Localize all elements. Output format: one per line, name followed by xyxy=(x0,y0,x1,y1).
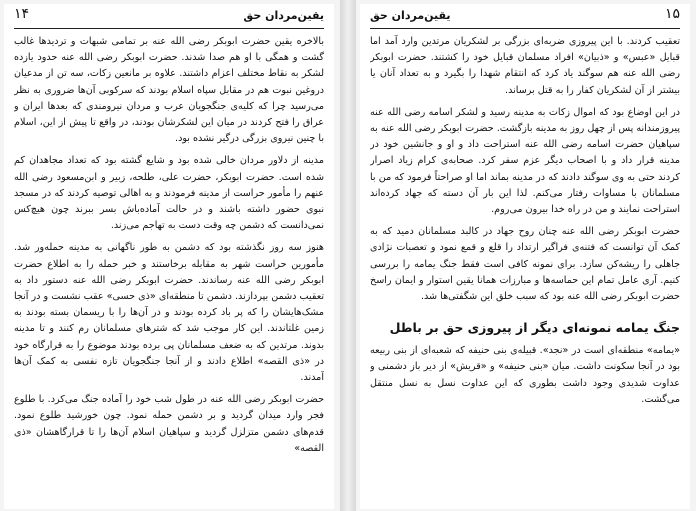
paragraph: در این اوضاع بود که اموال زکات به مدینه رسید و لشکر اسامه رضی الله عنه پیروزمندانه پس از چهل روز به مدینه بازگشت. حضرت ابوبکر رضی الله عنه به سپاهیان حضرت اسامه رضی الله عنه استراحت داد و او و جانشین خود در مدینه قرار داد و با اصحاب دیگر عزم سفر کرد. صحابه‌ی کرام زیاد اصرار کردند حتی به وی سوگند دادند که در مدینه بماند اما او صراحتاً فرمود که من با مسلمانان با مساوات رفتار می‌کنم. لذا این بار آن دسته که جهاد کرده‌اند استراحت نمایند و من در راه خدا بیرون می‌روم. xyxy=(370,106,680,216)
paragraph: «یمامه» منطقه‌ای است در «نجد». قبیله‌ی بنی حنیفه که شعبه‌ای از بنی ربیعه بود در آنجا سکونت داشت. میان «بنی حنیفه» و «قریش» از دیر باز دشمنی و عداوت شدیدی وجود داشت بطوری که این عداوت نسل به نسل منتقل می‌گشت. xyxy=(370,345,680,405)
running-title: یقین‌مردان حق xyxy=(370,9,451,22)
page-number: ۱۴ xyxy=(14,6,30,22)
page-header xyxy=(370,4,680,29)
right-page xyxy=(360,4,690,509)
paragraph: بالاخره یقین حضرت ابوبکر رضی الله عنه بر تمامی شبهات و تردیدها غالب گشت و همگی با او هم صدا شدند. حضرت ابوبکر رضی الله عنه حدود یازده لشکر به نقاط مختلف اعزام داشتند. علاوه بر مانعین زکات، سه تن از مدعیان دروغین نبوت هم در مقابل سپاه اسلام بودند که سرکوبی آن‌ها ضروری به نظر می‌رسید چرا که کلیه‌ی جنگجویان عرب و مردان نیرومندی که بعدها ایران و عراق را فتح کردند در میان این لشکرشان بودند، در واقع تا پیش از این، اسلام با چنین نیروی بزرگی درگیر نشده بود. xyxy=(14,36,324,145)
paragraph: هنوز سه روز نگذشته بود که دشمن به طور ناگهانی به مدینه حمله‌ور شد. مأمورین حراست شهر به مقابله برخاستند و خبر حمله را به اطلاع حضرت ابوبکر رضی الله عنه رساندند. حضرت ابوبکر رضی الله عنه دستور داد به تعقیب دشمن بپردازند. دشمن تا منطقه‌ای «ذی حسی» عقب نشست و در آنجا مشک‌هایشان را که پر باد کرده بودند و در آن‌ها را با ریسمان بسته بودند به زمین غلتاندند. این کار موجب شد که شترهای مسلمانان رم کنند و تا مدینه بدوند. مرتدین که به ضعف مسلمانان پی برده بودند موضوع را به قرارگاه خود در «ذی القصه» اطلاع دادند و از آنجا جنگجویان تازه نفسی به کمک آن‌ها آمدند. xyxy=(14,242,324,384)
section-heading: جنگ یمامه نمونه‌ای دیگر از پیروزی حق بر باطل xyxy=(389,320,680,336)
paragraph: حضرت ابوبکر رضی الله عنه چنان روح جهاد در کالبد مسلمانان دمید که به کمک آن توانست که فتنه‌ی فراگیر ارتداد را قلع و قمع نمود و تعصبات نژادی جاهلی را ریشه‌کن سازد. برای نمونه کافی است فقط جنگ یمامه را بررسی کنیم. آری عامل تمام این حماسه‌ها و مبارزات همانا یقین استوار و ایمان راسخ حضرت ابوبکر رضی الله عنه بود که سبب خلق این شگفتی‌ها شد. xyxy=(370,226,680,303)
paragraph: تعقیب کردند. با این پیروزی ضربه‌ای بزرگی بر لشکریان مرتدین وارد آمد اما قبایل «عبس» و «ذبیان» افراد مسلمان قبایل خود را کشتند. حضرت ابوبکر رضی الله عنه هم سوگند یاد کرد که انتقام شهدا را بگیرد و به تعداد آنان یا بیشتر از آن لشکریان کفار را به قتل برساند. xyxy=(370,36,680,96)
page-header xyxy=(14,4,324,29)
page-body xyxy=(14,34,324,505)
left-page xyxy=(4,4,334,509)
page-body xyxy=(370,34,680,505)
page-number: ۱۵ xyxy=(664,6,680,22)
paragraph: مدینه از دلاور مردان خالی شده بود و شایع گشته بود که تعداد مجاهدان کم شده است. حضرت ابوبکر، حضرت علی، طلحه، زبیر و ابن‌مسعود رضی الله عنهم را مأمور حراست از مدینه فرمودند و به اهالی توصیه کردند که در مسجد نبوی حضور داشته باشند و در حالت آماده‌باش بسر ببرند چون هیچ‌کس نمی‌دانست که دشمن چه وقت دست به تهاجم می‌زند. xyxy=(14,155,324,232)
book-gutter xyxy=(340,0,356,511)
running-title: یقین‌مردان حق xyxy=(243,9,324,22)
paragraph: حضرت ابوبکر رضی الله عنه در طول شب خود را آماده جنگ می‌کرد. با طلوع فجر وارد میدان گردید و بر دشمن حمله نمود. چون خورشید طلوع نمود. قدم‌های دشمن متزلزل گردید و سپاهیان اسلام آن‌ها را تا قرارگاهشان «ذی القصه» xyxy=(14,394,324,454)
